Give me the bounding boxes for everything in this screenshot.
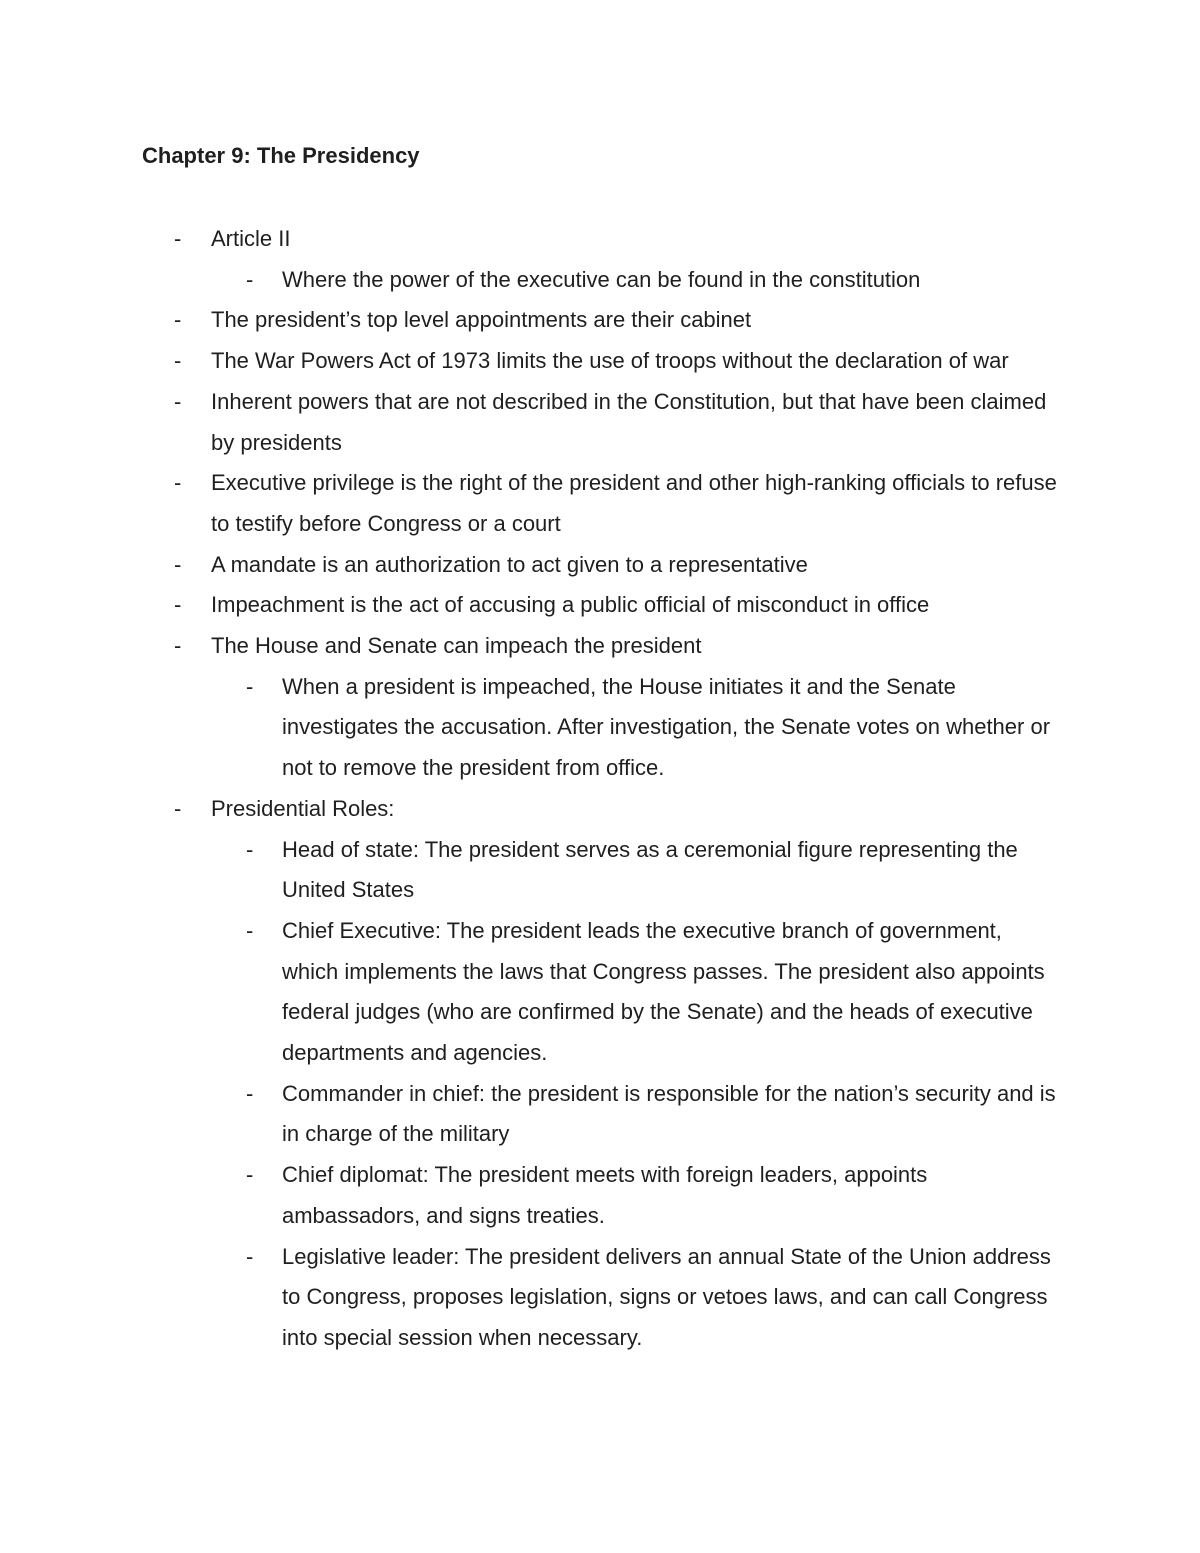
list-item-text: When a president is impeached, the House initiates it and the Senate investigates the accusation. After investigation, the Senate votes on whether or not to remove the president from office. [282,673,1051,781]
sub-list-item [0,911,1200,1074]
list-item [0,626,1200,667]
list-item [0,545,1200,586]
bullet-dash: - [174,226,182,251]
bullet-dash: - [174,307,182,333]
sub-list-item [0,667,1200,789]
bullet-dash: - [246,266,254,292]
list-item-text: Commander in chief: the president is responsible for the nation’s security and is in charge of the military [282,1080,1056,1147]
list-item-text: Article II [211,226,291,251]
bullet-dash: - [174,592,182,618]
sub-list-item [0,830,1200,911]
list-item-text: Inherent powers that are not described in the Constitution, but that have been claimed by presidents [211,388,1047,455]
bullet-dash: - [246,1243,254,1269]
bullet-dash: - [174,551,182,577]
bullet-dash: - [174,795,182,821]
bullet-dash: - [246,917,254,943]
list-item-text: Presidential Roles: [211,795,395,821]
bullet-dash: - [174,633,182,659]
list-item-text: The War Powers Act of 1973 limits the use of troops without the declaration of war [211,348,1009,374]
list-item [0,300,1200,341]
bullet-dash: - [246,836,254,862]
list-item [0,382,1200,463]
bullet-dash: - [174,348,182,374]
list-item [0,341,1200,382]
bullet-dash: - [174,470,182,496]
bullet-dash: - [174,388,182,414]
list-item [0,789,1200,830]
list-item-text: Chief Executive: The president leads the executive branch of government, which implements the laws that Congress passes. The president also appoints federal judges (who are confirmed by the Senate) and the heads of executive departments and agencies. [282,917,1045,1066]
list-item-text: Impeachment is the act of accusing a public official of misconduct in office [211,592,930,618]
list-item [0,585,1200,626]
list-item [0,219,1200,260]
bullet-dash: - [246,673,254,699]
list-item-text: Where the power of the executive can be found in the constitution [282,266,921,292]
sub-list-item [0,1237,1200,1359]
list-item-text: Chief diplomat: The president meets with foreign leaders, appoints ambassadors, and signs treaties. [282,1162,928,1228]
list-item [0,463,1200,544]
sub-list-item [0,1155,1200,1236]
list-item-text: The House and Senate can impeach the president [211,633,702,659]
bullet-dash: - [246,1080,254,1106]
list-item-text: Legislative leader: The president delivers an annual State of the Union address to Congress, proposes legislation, signs or vetoes laws, and can call Congress into special session when necessary. [282,1243,1051,1350]
bullet-dash: - [246,1162,254,1188]
sub-list-item [0,1074,1200,1155]
sub-list-item [0,260,1200,301]
list-item-text: The president’s top level appointments are their cabinet [211,307,752,333]
list-item-text: Executive privilege is the right of the president and other high-ranking officials to refuse to testify before Congress or a court [211,470,1057,536]
list-item-text: A mandate is an authorization to act given to a representative [211,551,808,577]
document-title: Chapter 9: The Presidency [142,143,420,168]
list-item-text: Head of state: The president serves as a ceremonial figure representing the United States [282,836,1018,903]
notes-list [0,219,1200,1359]
